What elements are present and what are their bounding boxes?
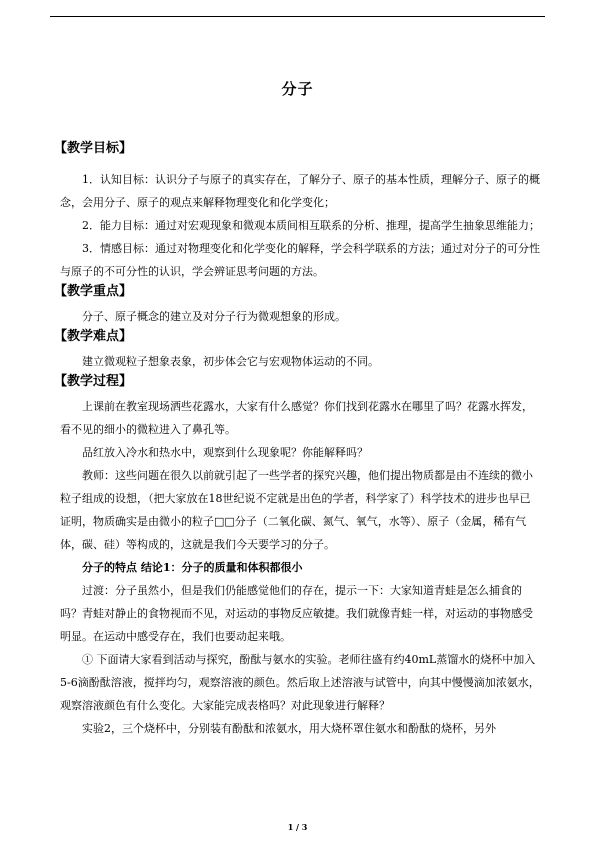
- process-paragraph-1: 上课前在教室现场洒些花露水，大家有什么感觉？你们找到花露水在哪里了吗？花露水挥发，看不见的细小的微粒进入了鼻孔等。: [60, 400, 533, 436]
- goal-paragraph-1: 1．认知目标：认识分子与原子的真实存在，了解分子、原子的基本性质，理解分子、原子的概念，会用分子、原子的观点来解释物理变化和化学变化；: [60, 173, 540, 209]
- document-title: 分子: [281, 80, 314, 98]
- process-paragraph-6: ① 下面请大家看到活动与探究，酚酞与氨水的实验。老师往盛有约40mL蒸馏水的烧杯中加入5-6滴酚酞溶液，搅拌均匀，观察溶液的颜色。然后取上述溶液与试管中，向其中慢慢滴加浓氨水，观察溶液颜色有什么变化。大家能完成表格吗？对此现象进行解释？: [60, 653, 540, 712]
- goal-paragraph-3: 3．情感目标：通过对物理变化和化学变化的解释，学会科学联系的方法；通过对分子的可分性与原子的不可分性的认识，学会辨证思考问题的方法。: [60, 242, 540, 278]
- page-number: 1 / 3: [287, 822, 308, 832]
- goal-paragraph-2: 2．能力目标：通过对宏观现象和微观本质间相互联系的分析、推理，提高学生抽象思维能力；: [82, 219, 540, 232]
- header-rule: [50, 16, 545, 17]
- process-subheading: 分子的特点 结论1：分子的质量和体积都很小: [82, 561, 303, 574]
- process-paragraph-3: 教师：这些问题在很久以前就引起了一些学者的探究兴趣，他们提出物质都是由不连续的微小粒子组成的设想，（把大家放在18世纪说不定就是出色的学者，科学家了）科学技术的进步也早已证明，物质确实是由微小的粒子□□分子（二氧化碳、氮气、氧气，水等）、原子（金属，稀有气体，碳、硅）等构成的，这就是我们今天要学习的分子。: [60, 469, 533, 551]
- key-paragraph: 分子、原子概念的建立及对分子行为微观想象的形成。: [82, 310, 346, 323]
- process-paragraph-5: 过渡：分子虽然小，但是我们仍能感觉他们的存在，提示一下：大家知道青蛙是怎么捕食的吗？青蛙对静止的食物视而不见，对运动的事物反应敏捷。我们就像青蛙一样，对运动的事物感受明显。在运动中感受存在，我们也要动起来哦。: [60, 584, 533, 643]
- section-heading-difficulty: 【教学难点】: [54, 329, 133, 344]
- process-paragraph-2: 品红放入冷水和热水中，观察到什么现象呢？你能解释吗？: [82, 446, 368, 459]
- section-heading-key: 【教学重点】: [54, 284, 133, 299]
- section-heading-goals: 【教学目标】: [54, 141, 133, 156]
- difficulty-paragraph: 建立微观粒子想象表象，初步体会它与宏观物体运动的不同。: [82, 355, 379, 368]
- document-body: [54, 140, 540, 740]
- process-paragraph-7: 实验2，三个烧杯中，分别装有酚酞和浓氨水，用大烧杯罩住氨水和酚酞的烧杯，另外: [82, 722, 496, 735]
- section-heading-process: 【教学过程】: [54, 374, 133, 389]
